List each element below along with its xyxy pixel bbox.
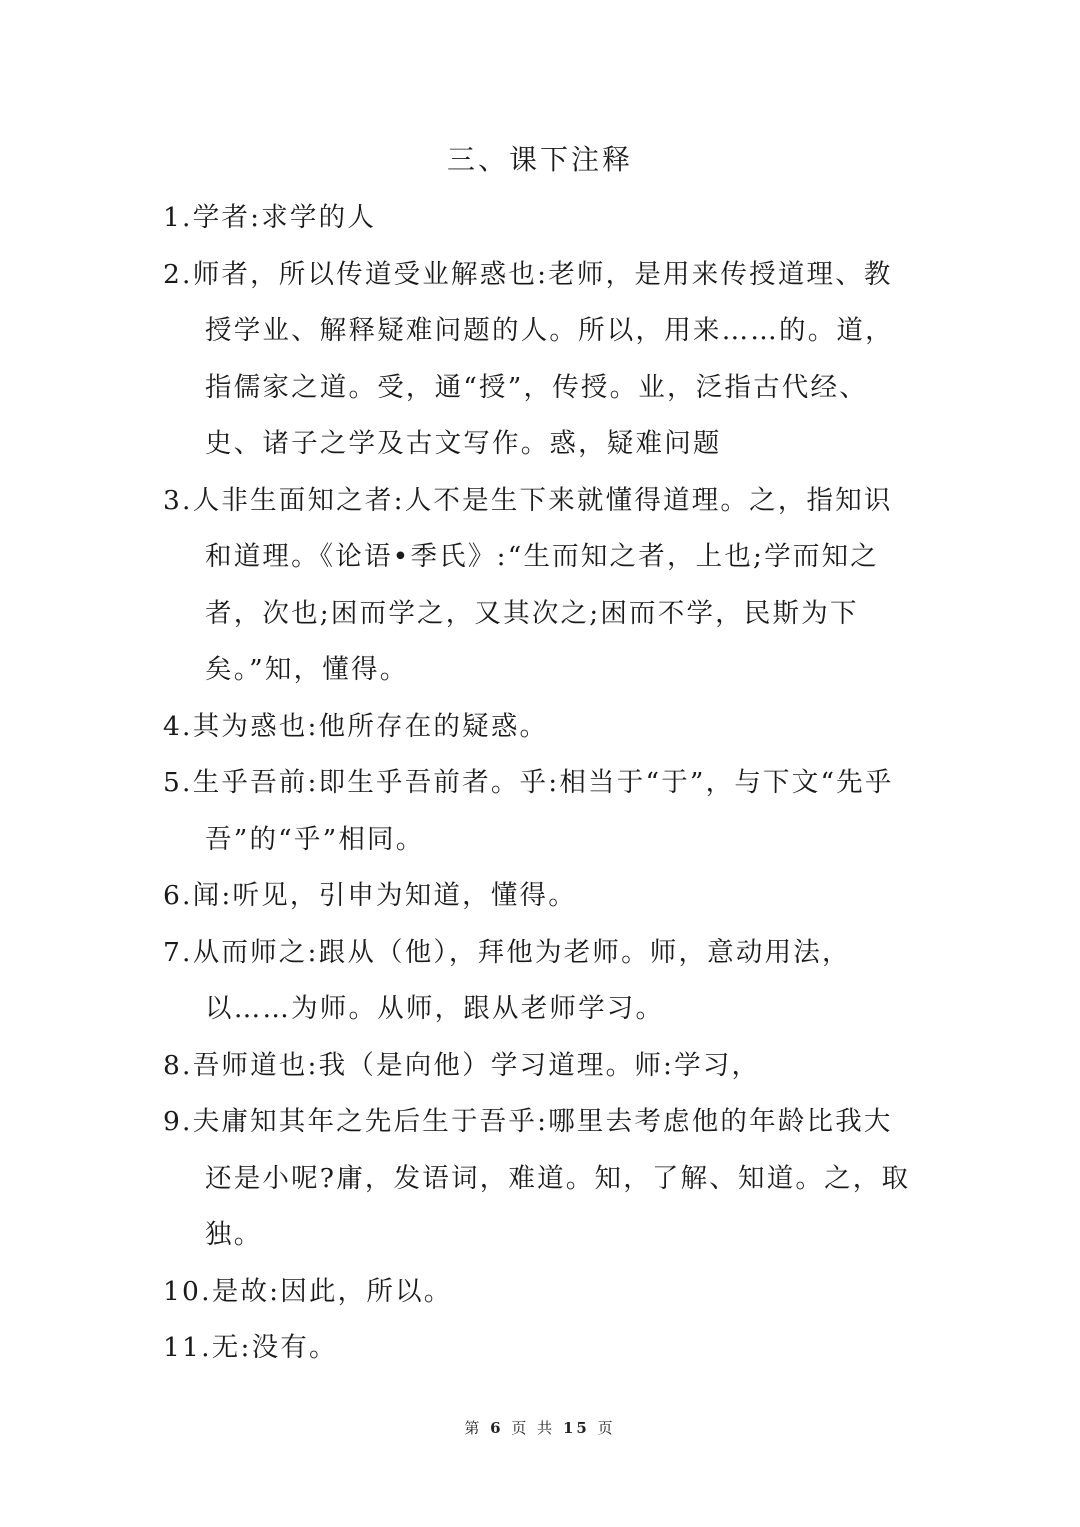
note-text: 师者，所以传道受业解惑也:老师，是用来传授道理、教授学业、解释疑难问题的人。所以，用来……的。道，指儒家之道。受，通“授”，传授。业，泛指古代经、史、诸子之学及古文写作。惑，疑难问题: [192, 258, 894, 459]
note-text: 吾师道也:我（是向他）学习道理。师:学习，: [192, 1049, 761, 1081]
note-item: [163, 190, 918, 247]
note-number: 11.: [163, 1332, 212, 1363]
note-item: [163, 1320, 918, 1377]
note-number: 5.: [163, 767, 193, 798]
footer-prefix: 第: [464, 1419, 483, 1437]
note-item: [163, 755, 918, 868]
page-title: 三、课下注释: [446, 143, 633, 176]
note-number: 6.: [163, 880, 193, 911]
note-text: 无:没有。: [211, 1332, 338, 1363]
note-item: [163, 699, 918, 756]
note-number: 9.: [163, 1106, 193, 1137]
note-text: 人非生面知之者:人不是生下来就懂得道理。之，指知识和道理。《论语•季氏》:“生而知之者，上也;学而知之者，次也;困而学之，又其次之;困而不学，民斯为下矣。”知，懂得。: [192, 484, 893, 685]
total-pages-number: 15: [562, 1419, 590, 1437]
footer-suffix: 页: [597, 1419, 616, 1437]
note-number: 7.: [163, 936, 193, 968]
note-item: [163, 868, 918, 925]
note-item: [163, 1264, 918, 1321]
note-number: 8.: [163, 1049, 193, 1081]
note-text: 夫庸知其年之先后生于吾乎:哪里去考虑他的年龄比我大还是小呢?庸，发语词，难道。知，了解、知道。之，取独。: [192, 1106, 911, 1250]
note-text: 是故:因此，所以。: [211, 1275, 453, 1307]
note-item: [163, 473, 918, 699]
note-text: 从而师之:跟从（他），拜他为老师。师，意动用法，以……为师。从师，跟从老师学习。: [192, 936, 851, 1024]
note-item: [163, 1094, 918, 1264]
note-number: 10.: [163, 1275, 212, 1307]
footer-middle: 页 共: [511, 1419, 556, 1437]
note-number: 1.: [163, 202, 193, 233]
page-footer: [0, 1417, 1080, 1438]
note-item: [163, 925, 918, 1038]
note-number: 4.: [163, 710, 193, 742]
note-text: 生乎吾前:即生乎吾前者。乎:相当于“于”，与下文“先乎吾”的“乎”相同。: [192, 767, 894, 855]
note-item: [163, 1038, 918, 1095]
note-text: 其为惑也:他所存在的疑惑。: [192, 710, 549, 742]
note-number: 3.: [163, 484, 193, 516]
note-text: 闻:听见，引申为知道，懂得。: [192, 880, 577, 911]
note-number: 2.: [163, 258, 193, 290]
notes-list: [163, 190, 918, 1377]
note-item: [163, 247, 918, 473]
note-text: 学者:求学的人: [192, 202, 377, 233]
current-page-number: 6: [490, 1419, 504, 1437]
